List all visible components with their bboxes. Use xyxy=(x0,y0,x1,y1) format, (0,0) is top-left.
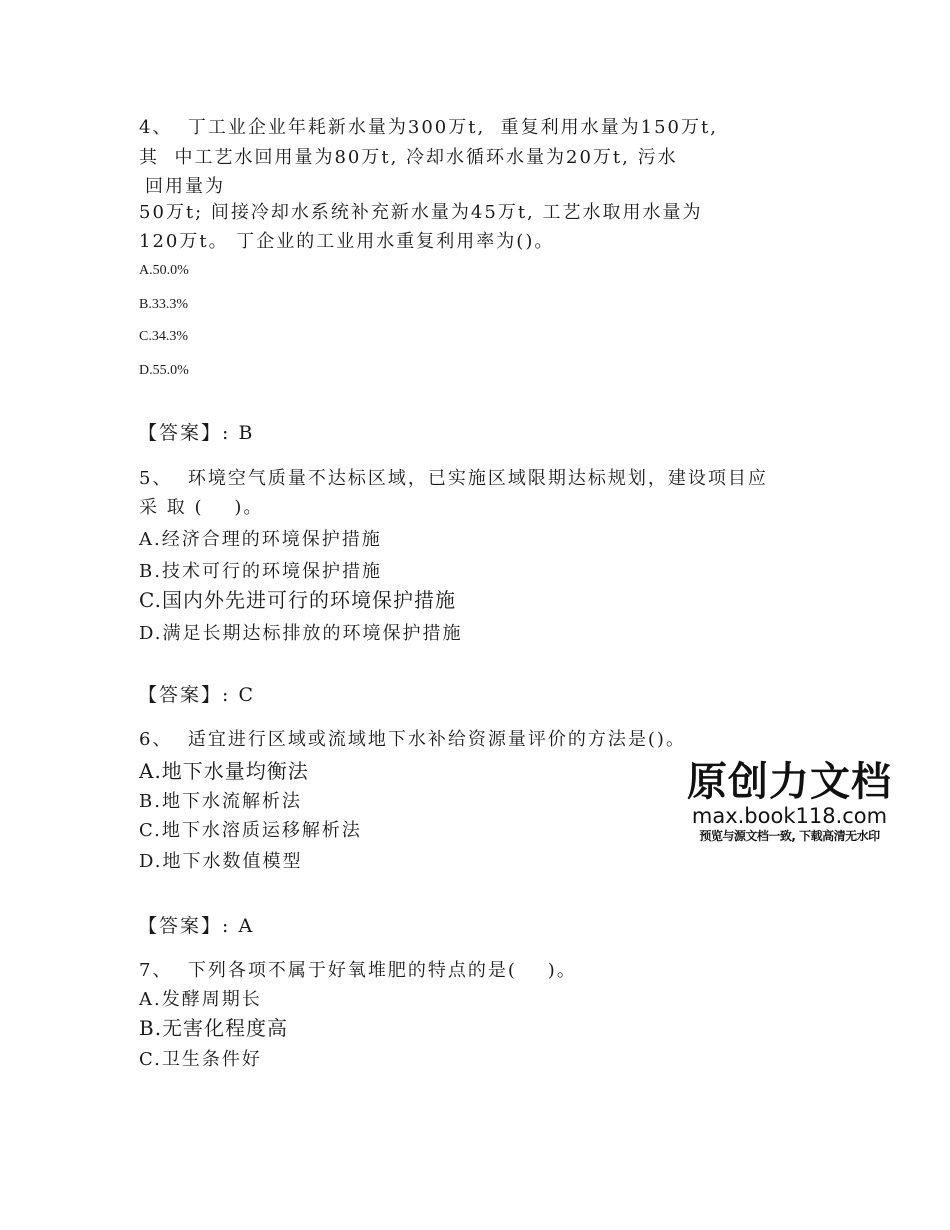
q6-answer: 【答案】: A xyxy=(138,915,255,937)
watermark-url: max.book118.com xyxy=(691,804,888,828)
watermark xyxy=(682,760,897,844)
q4-line-5: 120万t。 丁企业的工业用水重复利用率为()。 xyxy=(139,231,555,252)
q5-answer: 【答案】: C xyxy=(138,684,255,706)
q4-option-a: A.50.0% xyxy=(139,263,189,278)
q7-option-c: C.卫生条件好 xyxy=(139,1049,262,1070)
q6-option-d: D.地下水数值模型 xyxy=(139,851,303,872)
q4-line-2: 其 中工艺水回用量为80万t, 冷却水循环水量为20万t, 污水 xyxy=(139,147,678,168)
q5-option-b: B.技术可行的环境保护措施 xyxy=(139,561,382,582)
q5-option-d: D.满足长期达标排放的环境保护措施 xyxy=(139,623,463,644)
q5-option-c: C.国内外先进可行的环境保护措施 xyxy=(139,588,456,612)
q4-line-1: 4、 丁工业企业年耗新水量为300万t, 重复利用水量为150万t, xyxy=(139,117,718,138)
q6-option-c: C.地下水溶质运移解析法 xyxy=(139,820,362,841)
watermark-title: 原创力文档 xyxy=(687,759,892,805)
watermark-note: 预览与源文档一致, 下载高清无水印 xyxy=(699,829,880,843)
q7-line-1: 7、 下列各项不属于好氧堆肥的特点的是( )。 xyxy=(139,960,577,981)
q4-answer: 【答案】: B xyxy=(138,422,255,444)
q5-line-1: 5、 环境空气质量不达标区域，已实施区域限期达标规划，建设项目应 xyxy=(139,468,768,489)
q5-option-a: A.经济合理的环境保护措施 xyxy=(139,529,382,550)
q6-line-1: 6、 适宜进行区域或流域地下水补给资源量评价的方法是()。 xyxy=(139,729,686,750)
q4-option-b: B.33.3% xyxy=(139,297,188,312)
q6-option-a: A.地下水量均衡法 xyxy=(139,759,309,783)
q7-option-b: B.无害化程度高 xyxy=(139,1016,289,1040)
q4-line-3: 回用量为 xyxy=(145,176,225,197)
q4-option-d: D.55.0% xyxy=(139,363,189,378)
q4-option-c: C.34.3% xyxy=(139,329,188,344)
q6-option-b: B.地下水流解析法 xyxy=(139,791,302,812)
q5-line-2: 采 取 ( )。 xyxy=(139,497,264,518)
q4-line-4: 50万t; 间接冷却水系统补充新水量为45万t, 工艺水取用水量为 xyxy=(139,202,703,223)
q7-option-a: A.发酵周期长 xyxy=(139,989,262,1010)
